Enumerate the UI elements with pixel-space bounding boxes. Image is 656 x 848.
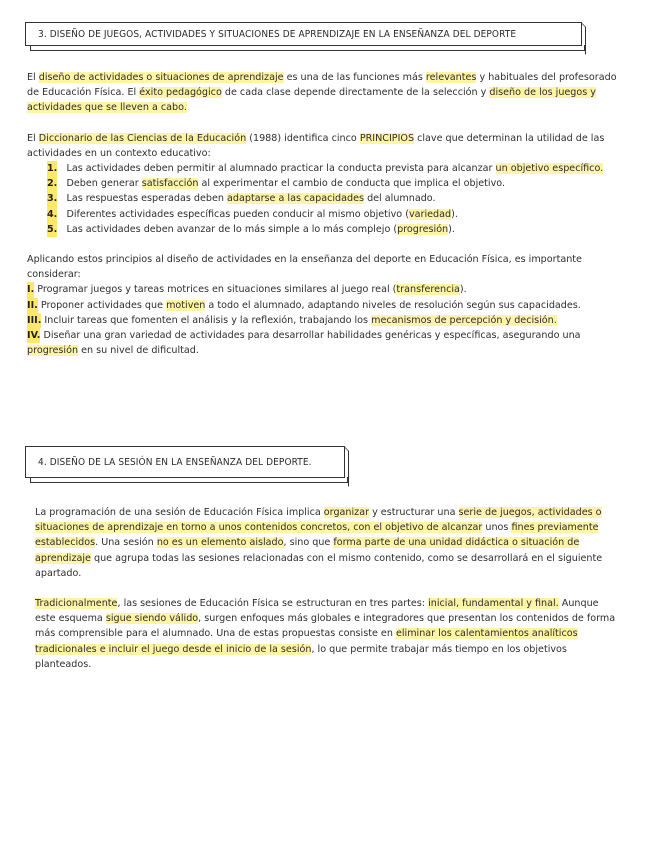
consideration-item: III. Incluir tareas que fomenten el análisis y la reflexión, trabajando los mecanismos de percepción y decisión. <box>27 313 623 328</box>
consideration-item: IV. Diseñar una gran variedad de actividades para desarrollar habilidades genéricas y específicas, asegurando una progresión en su nivel de dificultad. <box>27 330 581 357</box>
principle-item: 5. Las actividades deben avanzar de lo más simple a lo más complejo (progresión). <box>27 222 623 237</box>
section-4-heading <box>25 446 345 478</box>
section-3-intro: El diseño de actividades o situaciones de aprendizaje es una de las funciones más relevantes y habituales del profesorado de Educación Física. El éxito pedagógico de cada clase depende directamente de la selección y diseño de los juegos y actividades que se lleven a cabo. <box>27 72 617 114</box>
consideration-item: I. Programar juegos y tareas motrices en situaciones similares al juego real (transferencia). <box>27 282 623 297</box>
principles-intro: El Diccionario de las Ciencias de la Educación (1988) identifica cinco PRINCIPIOS clave que determinan la utilidad de las actividades en un contexto educativo: <box>27 132 605 159</box>
principle-item: 1. Las actividades deben permitir al alumnado practicar la conducta prevista para alcanzar un objetivo específico. <box>27 161 623 176</box>
principle-item: 2. Deben generar satisfacción al experimentar el cambio de conducta que implica el objetivo. <box>27 176 623 191</box>
section-4-heading-text: 4. DISEÑO DE LA SESIÓN EN LA ENSEÑANZA DEL DEPORTE. <box>38 456 312 468</box>
section-4-paragraph-1: La programación de una sesión de Educación Física implica organizar y estructurar una serie de juegos, actividades o situaciones de aprendizaje en torno a unos contenidos concretos, con el objetivo de alcanzar unos fines previamente establecidos. Una sesión no es un elemento aislado, sino que forma parte de una unidad didáctica o situación de aprendizaje que agrupa todas las sesiones relacionadas con el mismo contenido, como se desarrollará en el siguiente apartado. <box>35 507 603 579</box>
section-3-heading <box>25 22 582 46</box>
apply-intro: Aplicando estos principios al diseño de actividades en la enseñanza del deporte en Educación Física, es importante considerar: <box>27 254 582 281</box>
section-4-paragraph-2: Tradicionalmente, las sesiones de Educación Física se estructuran en tres partes: inicial, fundamental y final. Aunque este esquema sigue siendo válido, surgen enfoques más globales e integradores que presentan los contenidos de forma más comprensible para el alumnado. Una de estas propuestas consiste en eliminar los calentamientos analíticos tradicionales e incluir el juego desde el inicio de la sesión, lo que permite trabajar más tiempo en los objetivos planteados. <box>35 598 616 670</box>
section-3-body <box>27 70 623 358</box>
section-4-body <box>35 505 620 672</box>
section-3-heading-text: 3. DISEÑO DE JUEGOS, ACTIVIDADES Y SITUACIONES DE APRENDIZAJE EN LA ENSEÑANZA DEL DEPORTE <box>38 28 517 40</box>
principle-item: 4. Diferentes actividades específicas pueden conducir al mismo objetivo (variedad). <box>27 207 623 222</box>
principle-item: 3. Las respuestas esperadas deben adaptarse a las capacidades del alumnado. <box>27 191 623 206</box>
consideration-item: II. Proponer actividades que motiven a todo el alumnado, adaptando niveles de resolución según sus capacidades. <box>27 298 623 313</box>
